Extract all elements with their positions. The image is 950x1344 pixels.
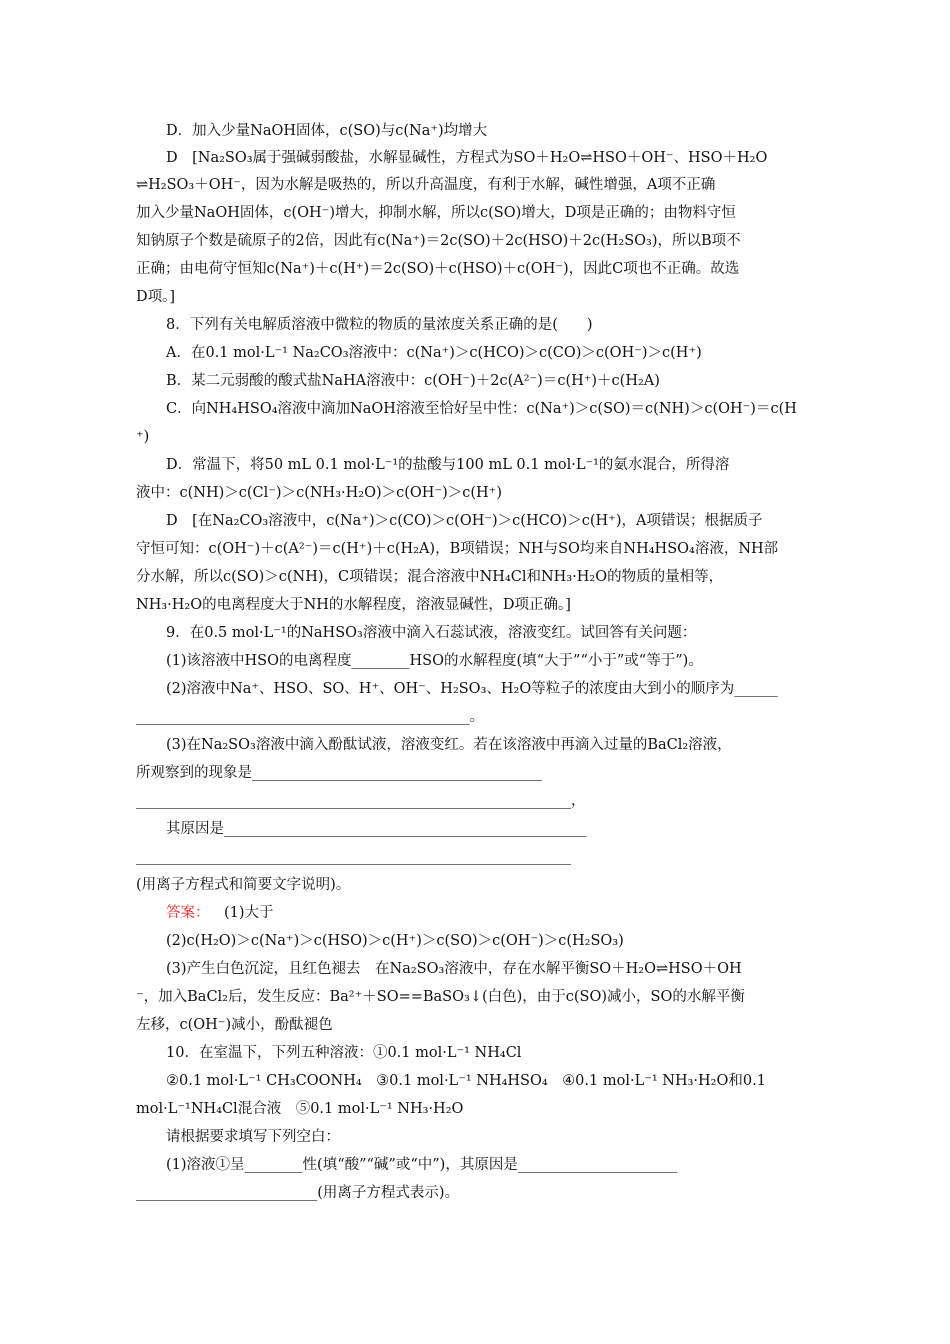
option-d-text: D．加入少量NaOH固体，c(SO)与c(Na⁺)均增大 — [166, 123, 488, 139]
question-9-stem: 9．在0.5 mol·L⁻¹的NaHSO₃溶液中滴入石蕊试液，溶液变红。试回答有关问题： — [166, 625, 697, 641]
answer-explanation-line: ⇌H₂SO₃＋OH⁻，因为水解是吸热的，所以升高温度，有利于水解，碱性增强，A项不正确 — [136, 177, 716, 193]
answer-explanation-line: 加入少量NaOH固体，c(OH⁻)增大，抑制水解，所以c(SO)增大，D项是正确的；由物料守恒 — [136, 205, 736, 221]
question-10-solutions-cont: mol·L⁻¹NH₄Cl混合液 ⑤0.1 mol·L⁻¹ NH₃·H₂O — [136, 1101, 464, 1117]
answer-explanation-line: D [Na₂SO₃属于强碱弱酸盐，水解显碱性，方程式为SO＋H₂O⇌HSO＋OH⁻、HSO＋H₂O — [166, 150, 768, 166]
question-9-reason-note: (用离子方程式和简要文字说明)。 — [136, 877, 351, 893]
question-10-instruction: 请根据要求填写下列空白： — [166, 1129, 340, 1145]
question-8-explanation: D [在Na₂CO₃溶液中，c(Na⁺)＞c(CO)＞c(OH⁻)＞c(HCO)＞c(H⁺)，A项错误；根据质子 — [166, 513, 763, 529]
question-10-part-1-cont: _________________________(用离子方程式表示)。 — [136, 1185, 460, 1201]
question-9-part-2: (2)溶液中Na⁺、HSO、SO、H⁺、OH⁻、H₂SO₃、H₂O等粒子的浓度由大到小的顺序为______ — [166, 681, 778, 697]
question-9-part-1: (1)该溶液中HSO的电离程度________HSO的水解程度(填“大于”“小于”或“等于”)。 — [166, 653, 703, 669]
answer-part-1: (1)大于 — [224, 905, 274, 921]
question-8-option-c-cont: ⁺) — [136, 429, 150, 445]
question-9-part-3: (3)在Na₂SO₃溶液中滴入酚酞试液，溶液变红。若在该溶液中再滴入过量的BaCl₂溶液， — [166, 737, 732, 753]
question-8-explanation: NH₃·H₂O的电离程度大于NH的水解程度，溶液显碱性，D项正确。] — [136, 597, 571, 613]
question-9-part-3-blank: ____________________________________________________________， — [136, 793, 586, 809]
question-8-option-d: D．常温下，将50 mL 0.1 mol·L⁻¹的盐酸与100 mL 0.1 mol·L⁻¹的氨水混合，所得溶 — [166, 457, 730, 473]
answer-part-3-cont: ⁻，加入BaCl₂后，发生反应：Ba²⁺＋SO==BaSO₃↓(白色)，由于c(SO)减小，SO的水解平衡 — [136, 989, 745, 1005]
question-10-stem: 10．在室温下，下列五种溶液：①0.1 mol·L⁻¹ NH₄Cl — [166, 1045, 522, 1061]
answer-part-3: (3)产生白色沉淀，且红色褪去 在Na₂SO₃溶液中，存在水解平衡SO＋H₂O⇌HSO＋OH — [166, 961, 742, 977]
question-8-explanation: 分水解，所以c(SO)＞c(NH)，C项错误；混合溶液中NH₄Cl和NH₃·H₂O的物质的量相等， — [136, 569, 724, 585]
answer-part-2: (2)c(H₂O)＞c(Na⁺)＞c(HSO)＞c(H⁺)＞c(SO)＞c(OH⁻)＞c(H₂SO₃) — [166, 933, 624, 949]
answer-explanation-line: 知钠原子个数是硫原子的2倍，因此有c(Na⁺)＝2c(SO)＋2c(HSO)＋2c(H₂SO₃)，所以B项不 — [136, 233, 741, 249]
answer-part-3-cont: 左移，c(OH⁻)减小，酚酞褪色 — [136, 1017, 333, 1033]
question-8-stem: 8．下列有关电解质溶液中微粒的物质的量浓度关系正确的是( ) — [166, 317, 593, 333]
question-9-reason-blank: ____________________________________________________________ — [136, 849, 571, 865]
question-8-explanation: 守恒可知：c(OH⁻)＋c(A²⁻)＝c(H⁺)＋c(H₂A)，B项错误；NH与SO均来自NH₄HSO₄溶液，NH部 — [136, 541, 779, 557]
question-9-part-3-blank: 所观察到的现象是________________________________________ — [136, 765, 542, 781]
question-8-option-a: A．在0.1 mol·L⁻¹ Na₂CO₃溶液中：c(Na⁺)＞c(HCO)＞c(CO)＞c(OH⁻)＞c(H⁺) — [166, 345, 702, 361]
answer-explanation-line: 正确；由电荷守恒知c(Na⁺)＋c(H⁺)＝2c(SO)＋c(HSO)＋c(OH⁻)，因此C项也不正确。故选 — [136, 261, 740, 277]
question-8-option-c: C．向NH₄HSO₄溶液中滴加NaOH溶液至恰好呈中性：c(Na⁺)＞c(SO)＝c(NH)＞c(OH⁻)＝c(H — [166, 401, 797, 417]
question-9-reason-blank: 其原因是__________________________________________________ — [166, 821, 587, 837]
question-8-option-b: B．某二元弱酸的酸式盐NaHA溶液中：c(OH⁻)＋2c(A²⁻)＝c(H⁺)＋c(H₂A) — [166, 373, 660, 389]
answer-label: 答案： — [166, 905, 210, 921]
question-10-solutions: ②0.1 mol·L⁻¹ CH₃COONH₄ ③0.1 mol·L⁻¹ NH₄HSO₄ ④0.1 mol·L⁻¹ NH₃·H₂O和0.1 — [166, 1073, 766, 1089]
answer-explanation-line: D项。] — [136, 289, 176, 305]
question-8-option-d-cont: 液中：c(NH)＞c(Cl⁻)＞c(NH₃·H₂O)＞c(OH⁻)＞c(H⁺) — [136, 485, 502, 501]
question-10-part-1: (1)溶液①呈________性(填“酸”“碱”或“中”)，其原因是______________________ — [166, 1157, 678, 1173]
question-9-part-2-blank: ______________________________________________。 — [136, 709, 484, 725]
